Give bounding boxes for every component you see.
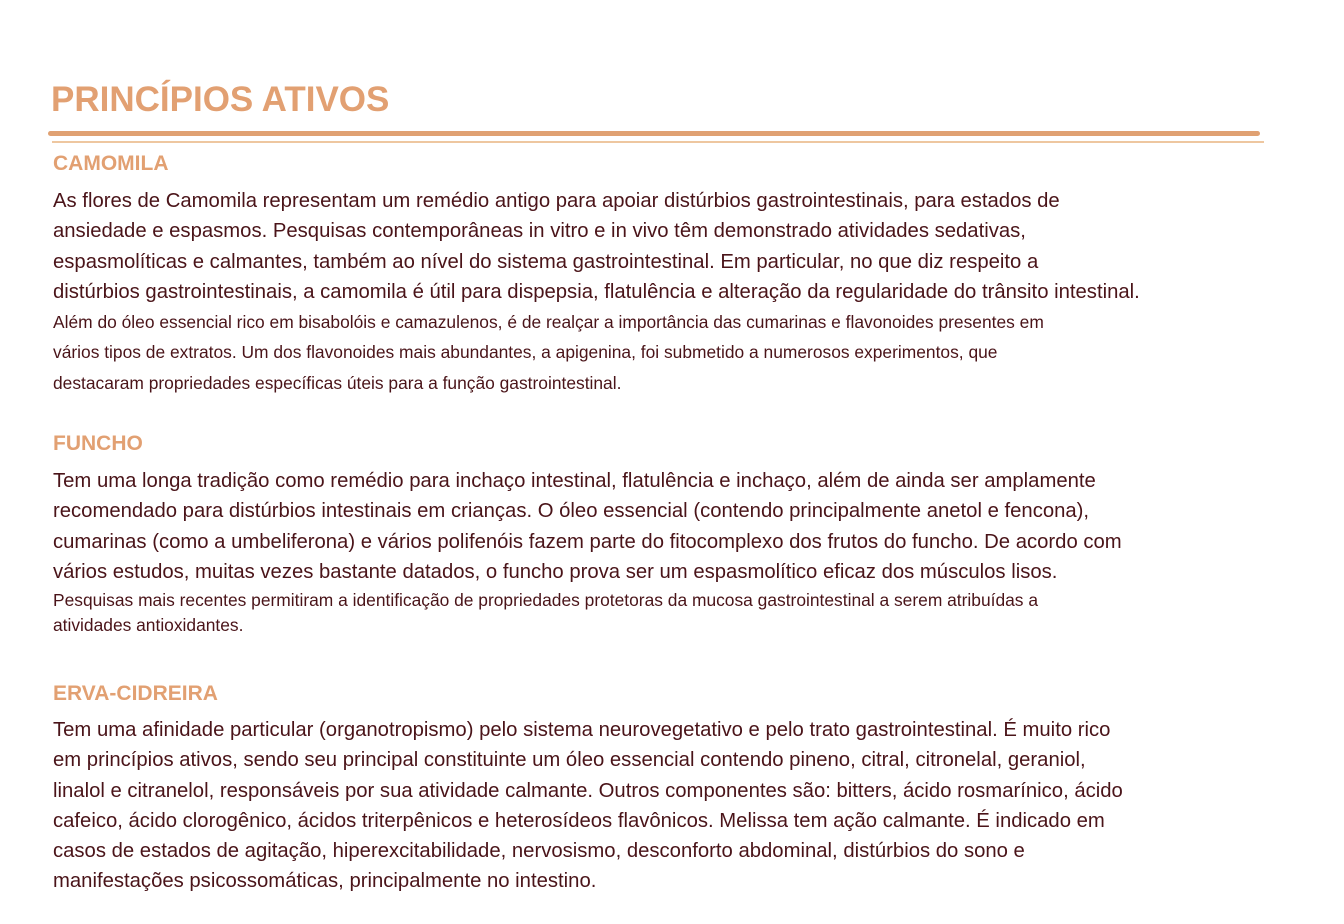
section-camomila: [53, 151, 1293, 398]
title-divider-thin: [52, 141, 1264, 143]
page-title: PRINCÍPIOS ATIVOS: [51, 80, 390, 119]
title-divider-thick: [48, 131, 1260, 136]
section-heading: FUNCHO: [53, 432, 143, 455]
section-paragraph-detail: Pesquisas mais recentes permitiram a identificação de propriedades protetoras da mucosa gastrointestinal a serem atribuídas a atividades antioxidantes.: [53, 590, 1039, 636]
section-heading: ERVA-CIDREIRA: [53, 682, 218, 705]
section-paragraph-main: As flores de Camomila representam um remédio antigo para apoiar distúrbios gastrointestinais, para estados de ansiedade e espasmos. Pesquisas contemporâneas in vitro e in vivo têm demonstrado atividades sedativas, espasmolíticas e calmantes, também ao nível do sistema gastrointestinal. Em particular, no que diz respeito a distúrbios gastrointestinais, a camomila é útil para dispepsia, flatulência e alteração da regularidade do trânsito intestinal.: [53, 190, 1140, 303]
section-paragraph-main: Tem uma afinidade particular (organotropismo) pelo sistema neurovegetativo e pelo trato gastrointestinal. É muito rico em princípios ativos, sendo seu principal constituinte um óleo essencial contendo pineno, citral, citronelal, geraniol, linalol e citranelol, responsáveis por sua atividade calmante. Outros componentes são: bitters, ácido rosmarínico, ácido cafeico, ácido clorogênico, ácidos triterpênicos e heterosídeos flavônicos. Melissa tem ação calmante. É indicado em casos de estados de agitação, hiperexcitabilidade, nervosismo, desconforto abdominal, distúrbios do sono e manifestações psicossomáticas, principalmente no intestino.: [53, 719, 1123, 893]
section-paragraph-detail: Além do óleo essencial rico em bisabolóis e camazulenos, é de realçar a importância das cumarinas e flavonoides presentes em vários tipos de extratos. Um dos flavonoides mais abundantes, a apigenina, foi submetido a numerosos experimentos, que destacaram propriedades específicas úteis para a função gastrointestinal.: [53, 312, 1044, 393]
section-erva-cidreira: [53, 681, 1293, 897]
section-funcho: [53, 431, 1293, 638]
section-paragraph-main: Tem uma longa tradição como remédio para inchaço intestinal, flatulência e inchaço, além de ainda ser amplamente recomendado para distúrbios intestinais em crianças. O óleo essencial (contendo principalmente anetol e fencona), cumarinas (como a umbeliferona) e vários polifenóis fazem parte do fitocomplexo dos frutos do funcho. De acordo com vários estudos, muitas vezes bastante datados, o funcho prova ser um espasmolítico eficaz dos músculos lisos.: [53, 470, 1122, 583]
section-heading: CAMOMILA: [53, 152, 169, 175]
